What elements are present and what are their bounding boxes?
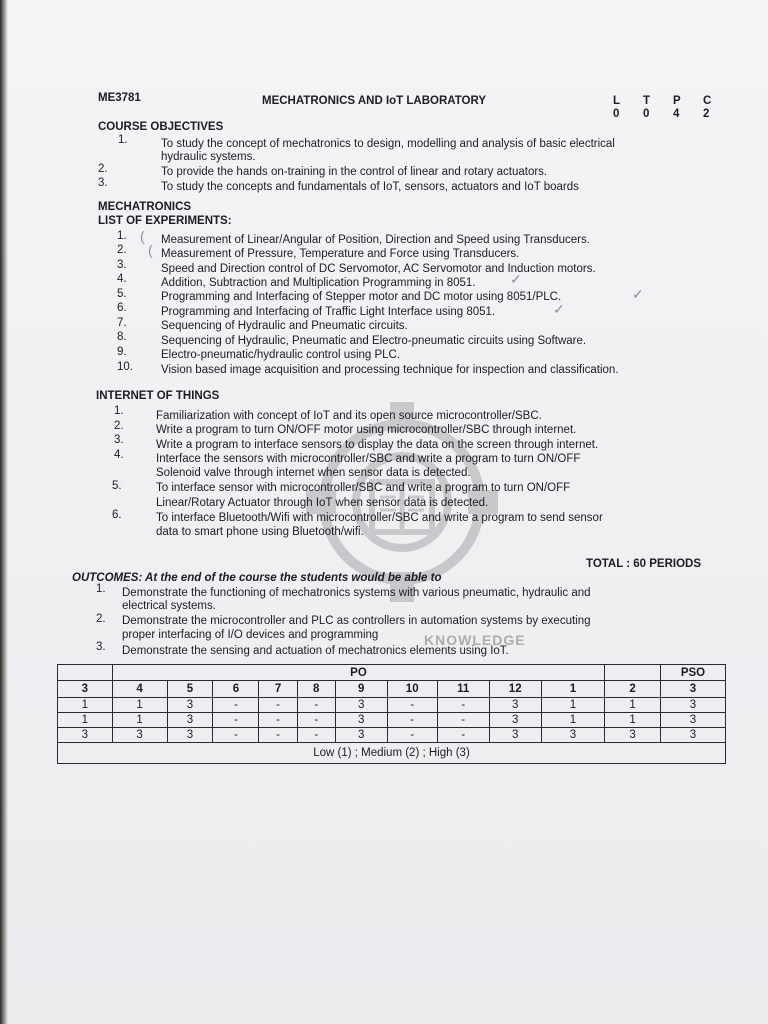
table-cell: - [259,713,297,728]
ltpc-value-l: 0 [613,108,620,120]
table-cell: 3 [605,728,661,743]
table-cell: 3 [58,728,113,743]
table-row [58,728,726,743]
iot-item-number: 2. [114,420,124,432]
table-group-header-row [58,665,726,681]
iot-item-number: 1. [114,405,124,417]
objective-text: To study the concept of mechatronics to design, modelling and analysis of basic electrical [161,138,615,150]
ltpc-label-c: C [703,95,712,107]
experiment-text: Speed and Direction control of DC Servomotor, AC Servomotor and Induction motors. [161,263,596,275]
experiment-number: 7. [117,317,127,329]
outcome-number: 3. [96,641,106,653]
iot-item-text: data to smart phone using Bluetooth/wifi. [156,526,364,538]
course-title: MECHATRONICS AND IoT LABORATORY [262,95,487,107]
objective-number: 1. [118,134,128,146]
experiment-text: Sequencing of Hydraulic and Pneumatic circuits. [161,320,408,332]
experiment-text: Electro-pneumatic/hydraulic control using PLC. [161,349,401,361]
iot-item-text: Linear/Rotary Actuator through IoT when sensor data is detected. [156,497,489,509]
ltpc-value-t: 0 [643,108,650,120]
table-cell: 3 [489,713,541,728]
experiment-number: 6. [117,302,127,314]
table-cell: 3 [541,728,605,743]
table-cell: 1 [605,698,661,713]
column-header: 7 [259,681,297,698]
experiment-text: Programming and Interfacing of Traffic Light Interface using 8051. [161,306,496,318]
experiment-text: Addition, Subtraction and Multiplication Programming in 8051. [161,277,476,289]
objective-text: To study the concepts and fundamentals of IoT, sensors, actuators and IoT boards [161,181,579,193]
experiment-text: Sequencing of Hydraulic, Pneumatic and Electro-pneumatic circuits using Software. [161,335,587,347]
pencil-tick: ✓ [632,286,644,302]
column-header: 4 [112,681,167,698]
table-cell: - [387,713,437,728]
table-legend-row [58,743,726,764]
table-row [58,713,726,728]
experiments-subheading: LIST OF EXPERIMENTS: [98,215,232,227]
experiment-number: 4. [117,273,127,285]
column-header: 10 [387,681,437,698]
outcomes-heading: OUTCOMES: At the end of the course the students would be able to [72,572,442,584]
table-cell: - [297,698,335,713]
table-cell: - [297,728,335,743]
iot-item-number: 3. [114,434,124,446]
iot-item-number: 4. [114,449,124,461]
experiment-number: 2. [117,244,127,256]
iot-item-text: Write a program to turn ON/OFF motor using microcontroller/SBC through internet. [156,424,577,436]
table-cell: 3 [167,713,213,728]
iot-item-text: Interface the sensors with microcontroller/SBC and write a program to turn ON/OFF [156,453,581,465]
experiment-number: 8. [117,331,127,343]
ltpc-value-p: 4 [673,108,680,120]
table-cell: - [297,713,335,728]
iot-item-text: Solenoid valve through internet when sensor data is detected. [156,467,471,479]
table-cell: 1 [58,698,113,713]
ltpc-value-c: 2 [703,108,710,120]
experiment-text: Programming and Interfacing of Stepper motor and DC motor using 8051/PLC. [161,291,562,303]
column-header: 9 [335,681,387,698]
objective-number: 2. [98,163,108,175]
table-cell: - [259,728,297,743]
table-cell: - [387,698,437,713]
column-header: 6 [213,681,259,698]
table-cell: 3 [489,698,541,713]
objective-number: 3. [98,177,108,189]
column-header: 2 [605,681,661,698]
table-cell: 3 [167,728,213,743]
experiment-number: 3. [117,259,127,271]
outcome-text: proper interfacing of I/O devices and programming [122,629,379,641]
experiment-text: Vision based image acquisition and processing technique for inspection and classification. [161,364,619,376]
experiment-number: 1. [117,230,127,242]
objective-text: To provide the hands on-training in the control of linear and rotary actuators. [161,166,548,178]
table-cell: - [213,698,259,713]
experiment-text: Measurement of Linear/Angular of Position, Direction and Speed using Transducers. [161,234,590,246]
iot-item-text: To interface Bluetooth/Wifi with microcontroller/SBC and write a program to send sensor [156,512,603,524]
iot-item-number: 5. [112,480,122,492]
total-periods: TOTAL : 60 PERIODS [586,558,702,570]
table-cell: 1 [541,698,605,713]
column-header: 3 [58,681,113,698]
iot-heading: INTERNET OF THINGS [96,390,220,402]
course-code: ME3781 [98,92,141,104]
table-cell: 3 [335,713,387,728]
table-cell: 3 [167,698,213,713]
table-row [58,698,726,713]
table-cell: 3 [112,728,167,743]
pencil-mark: ( [140,228,145,244]
pso-group-header: PSO [660,665,725,681]
table-cell: 3 [489,728,541,743]
experiment-number: 9. [117,346,127,358]
objective-text: hydraulic systems. [161,151,256,163]
iot-item-text: To interface sensor with microcontroller/SBC and write a program to turn ON/OFF [156,482,571,494]
outcome-text: Demonstrate the microcontroller and PLC as controllers in automation systems by executing [122,615,591,627]
table-column-header-row [58,681,726,698]
column-header: 1 [541,681,605,698]
table-cell: - [437,713,489,728]
table-cell: 3 [335,728,387,743]
table-cell: 3 [335,698,387,713]
column-header: 12 [489,681,541,698]
ltpc-label-p: P [673,95,681,107]
table-cell: - [387,728,437,743]
ltpc-label-t: T [643,95,651,107]
table-cell: 1 [112,713,167,728]
column-header: 3 [660,681,725,698]
table-cell: - [213,728,259,743]
pencil-tick: ✓ [510,271,522,287]
table-cell: - [437,698,489,713]
page-edge-shadow [0,0,8,1024]
table-cell: 1 [605,713,661,728]
iot-item-number: 6. [112,509,122,521]
outcome-text: Demonstrate the sensing and actuation of mechatronics elements using IoT. [122,645,509,657]
watermark-text: KNOWLEDGE [424,632,526,648]
experiment-number: 10. [117,361,133,373]
table-cell: 3 [660,713,725,728]
table-cell: 1 [58,713,113,728]
outcome-number: 2. [96,613,106,625]
table-cell: 1 [541,713,605,728]
column-header: 8 [297,681,335,698]
outcome-number: 1. [96,583,106,595]
po-group-header: PO [112,665,604,681]
mechatronics-heading: MECHATRONICS [98,201,192,213]
outcome-text: Demonstrate the functioning of mechatronics systems with various pneumatic, hydraulic and [122,587,591,599]
legend-text: Low (1) ; Medium (2) ; High (3) [58,743,726,764]
outcome-text: electrical systems. [122,600,216,612]
experiment-number: 5. [117,288,127,300]
iot-item-text: Familiarization with concept of IoT and its open source microcontroller/SBC. [156,410,542,422]
pencil-tick: ✓ [553,301,565,317]
table-cell: - [259,698,297,713]
iot-item-text: Write a program to interface sensors to display the data on the screen through internet. [156,439,599,451]
experiment-text: Measurement of Pressure, Temperature and Force using Transducers. [161,248,520,260]
table-cell: - [213,713,259,728]
ltpc-label-l: L [613,95,621,107]
co-po-mapping-table [57,664,726,764]
table-cell: 1 [112,698,167,713]
table-cell: 3 [660,698,725,713]
table-cell: - [437,728,489,743]
objectives-heading: COURSE OBJECTIVES [98,121,224,133]
table-cell: 3 [660,728,725,743]
column-header: 5 [167,681,213,698]
column-header: 11 [437,681,489,698]
pencil-mark: ( [148,242,153,258]
